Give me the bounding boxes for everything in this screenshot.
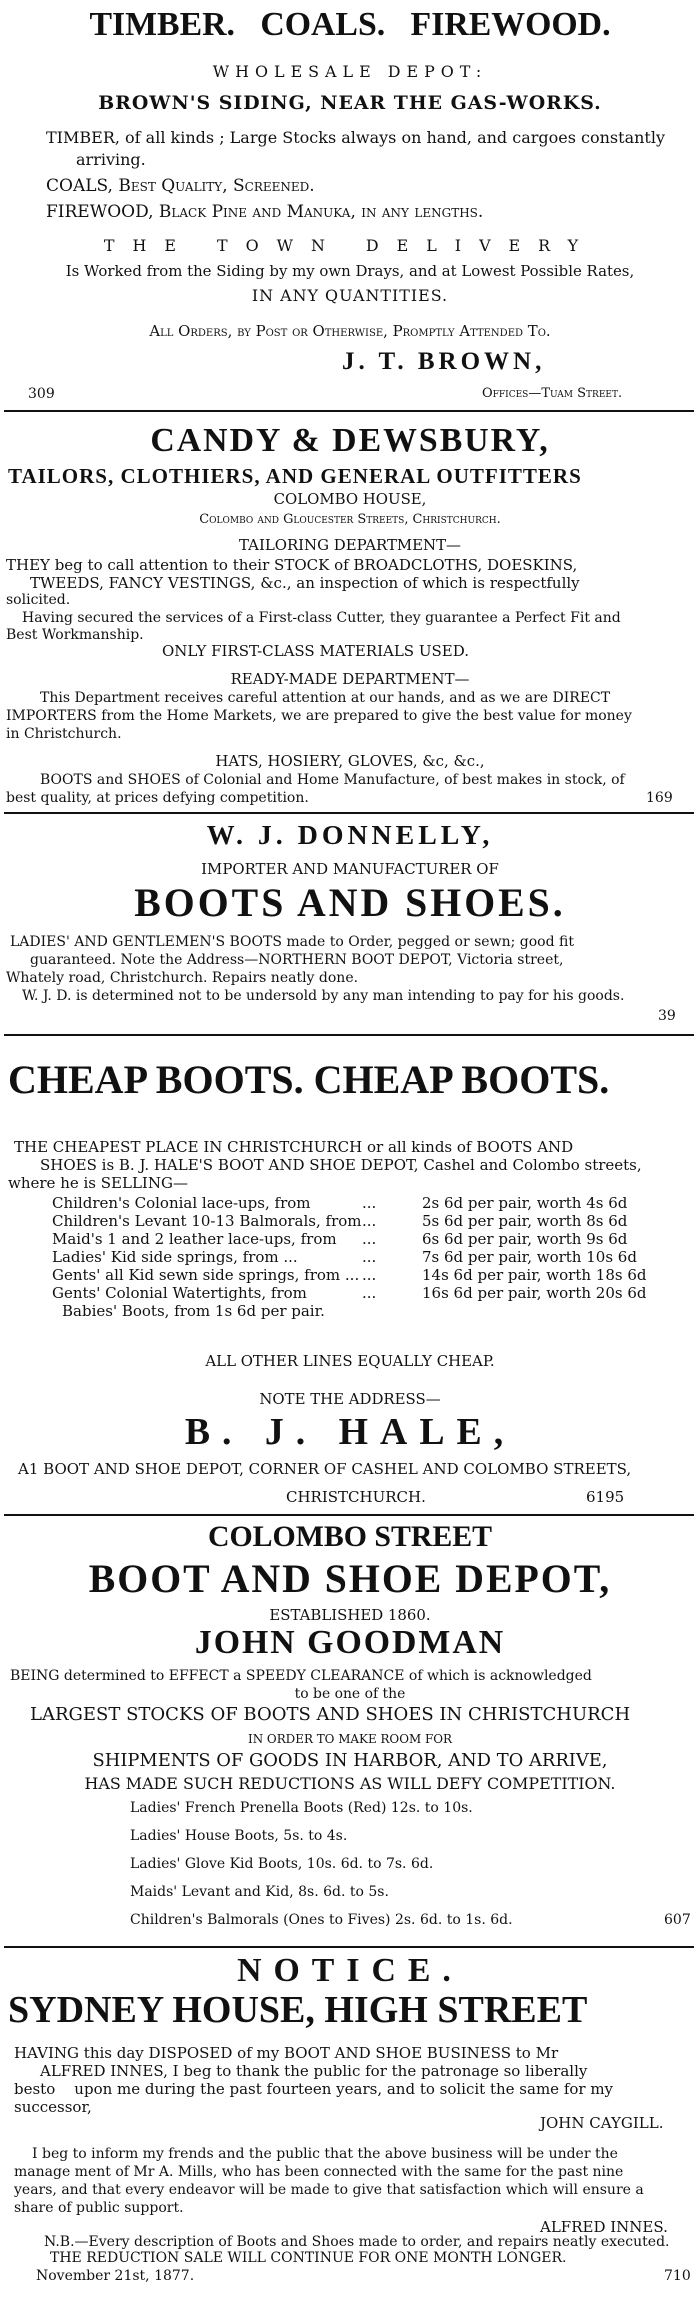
brown-town-delivery: THE TOWN DELIVERY <box>103 236 597 255</box>
brown-worked-line-2: IN ANY QUANTITIES. <box>251 286 449 305</box>
donnelly-name: W. J. DONNELLY, <box>206 820 494 851</box>
candy-boots-line-2: best quality, at prices defying competition. <box>6 790 309 806</box>
item-dots: ... <box>362 1284 377 1302</box>
divider <box>4 1946 694 1948</box>
item-price: 14s 6d per pair, worth 18s 6d <box>422 1266 647 1284</box>
donnelly-body-line-3: Whately road, Christchurch. Repairs neatly done. <box>6 970 359 986</box>
hale-city: CHRISTCHURCH. <box>286 1488 426 1506</box>
hale-intro-line-3: where he is SELLING— <box>8 1174 188 1192</box>
notice-sale: THE REDUCTION SALE WILL CONTINUE FOR ONE MONTH LONGER. <box>50 2250 567 2266</box>
notice-inform-line-3: years, and that every endeavor will be made to give that satisfaction which will ensure a <box>14 2182 644 2198</box>
item-price: 6s 6d per pair, worth 9s 6d <box>422 1230 628 1248</box>
candy-house: COLOMBO HOUSE, <box>273 490 427 508</box>
item-name: Maid's 1 and 2 leather lace-ups, from <box>52 1230 337 1248</box>
notice-body-line-1: HAVING this day DISPOSED of my BOOT AND SHOE BUSINESS to Mr <box>14 2044 559 2062</box>
item-name: Children's Levant 10-13 Balmorals, from <box>52 1212 362 1230</box>
goodman-body-line-2: to be one of the <box>294 1686 406 1702</box>
goodman-headline: BOOT AND SHOE DEPOT, <box>88 1557 612 1601</box>
brown-siding: BROWN'S SIDING, NEAR THE GAS-WORKS. <box>98 92 602 114</box>
candy-readymade-line-1: This Department receives careful attention at our hands, and as we are DIRECT <box>40 690 611 706</box>
goodman-ad-number: 607 <box>664 1912 691 1928</box>
item-dots: ... <box>362 1212 377 1230</box>
item-dots: ... <box>362 1266 377 1284</box>
notice-nb: N.B.—Every description of Boots and Shoes made to order, and repairs neatly executed. <box>44 2234 670 2250</box>
candy-cutter-line-1: Having secured the services of a First-class Cutter, they guarantee a Perfect Fit and <box>22 610 621 626</box>
candy-hats: HATS, HOSIERY, GLOVES, &c, &c., <box>215 752 485 770</box>
candy-title: CANDY & DEWSBURY, <box>150 422 550 459</box>
candy-boots-line-1: BOOTS and SHOES of Colonial and Home Manufacture, of best makes in stock, of <box>40 772 625 788</box>
donnelly-role: IMPORTER AND MANUFACTURER OF <box>201 860 499 878</box>
goodman-item: Ladies' French Prenella Boots (Red) 12s. to 10s. <box>130 1800 473 1816</box>
candy-cutter-line-2: Best Workmanship. <box>6 627 144 643</box>
candy-dewsbury-advertisement <box>0 414 700 812</box>
goodman-shipments: SHIPMENTS OF GOODS IN HARBOR, AND TO ARRIVE, <box>92 1750 608 1771</box>
brown-firewood: FIREWOOD, Black Pine and Manuka, in any lengths. <box>46 202 484 222</box>
notice-date: November 21st, 1877. <box>36 2268 195 2284</box>
hale-cheap: ALL OTHER LINES EQUALLY CHEAP. <box>205 1352 495 1370</box>
brown-advertisement <box>0 0 700 410</box>
candy-tailoring-head: TAILORING DEPARTMENT— <box>239 536 461 554</box>
hale-depot: A1 BOOT AND SHOE DEPOT, CORNER OF CASHEL AND COLOMBO STREETS, <box>18 1460 632 1478</box>
divider <box>4 410 694 412</box>
candy-readymade-line-2: IMPORTERS from the Home Markets, we are prepared to give the best value for money <box>6 708 632 724</box>
donnelly-headline: BOOTS AND SHOES. <box>134 881 566 925</box>
hale-name: B. J. HALE, <box>184 1411 516 1453</box>
item-dots: ... <box>362 1248 377 1266</box>
item-name: Gents' all Kid sewn side springs, from ... <box>52 1266 360 1284</box>
goodman-reductions: HAS MADE SUCH REDUCTIONS AS WILL DEFY COMPETITION. <box>84 1774 616 1793</box>
candy-tailoring-line-3: solicited. <box>6 592 71 608</box>
brown-timber-line-1: TIMBER, of all kinds ; Large Stocks always on hand, and cargoes constantly <box>46 128 665 147</box>
goodman-established: ESTABLISHED 1860. <box>269 1606 431 1624</box>
hale-babies: Babies' Boots, from 1s 6d per pair. <box>62 1302 325 1320</box>
notice-title: NOTICE. <box>237 1952 463 1989</box>
goodman-item: Ladies' Glove Kid Boots, 10s. 6d. to 7s. 6d. <box>130 1856 434 1872</box>
brown-depot: WHOLESALE DEPOT: <box>212 62 488 81</box>
candy-materials: ONLY FIRST-CLASS MATERIALS USED. <box>162 642 469 660</box>
item-name: Ladies' Kid side springs, from ... <box>52 1248 298 1266</box>
brown-coals: COALS, Best Quality, Screened. <box>46 176 315 196</box>
goodman-item: Ladies' House Boots, 5s. to 4s. <box>130 1828 348 1844</box>
hale-headline: CHEAP BOOTS. CHEAP BOOTS. <box>8 1057 610 1102</box>
candy-readymade-line-3: in Christchurch. <box>6 726 122 742</box>
notice-headline: SYDNEY HOUSE, HIGH STREET <box>8 1989 588 2031</box>
brown-ad-number: 309 <box>28 386 55 402</box>
goodman-item: Children's Balmorals (Ones to Fives) 2s. 6d. to 1s. 6d. <box>130 1912 513 1928</box>
notice-inform-line-4: share of public support. <box>14 2200 184 2216</box>
candy-ad-number: 169 <box>646 790 673 806</box>
item-price: 7s 6d per pair, worth 10s 6d <box>422 1248 637 1266</box>
notice-signature-innes: ALFRED INNES. <box>540 2218 668 2236</box>
donnelly-body-line-2: guaranteed. Note the Address—NORTHERN BOOT DEPOT, Victoria street, <box>30 952 564 968</box>
hale-ad-number: 6195 <box>586 1488 625 1506</box>
brown-worked-line-1: Is Worked from the Siding by my own Drays, and at Lowest Possible Rates, <box>65 262 635 280</box>
divider <box>4 1034 694 1036</box>
item-price: 5s 6d per pair, worth 8s 6d <box>422 1212 628 1230</box>
candy-address: Colombo and Gloucester Streets, Christchurch. <box>199 512 501 527</box>
brown-offices: Offices—Tuam Street. <box>482 386 623 401</box>
item-name: Gents' Colonial Watertights, from <box>52 1284 307 1302</box>
notice-body-line-3: besto upon me during the past fourteen years, and to solicit the same for my <box>14 2080 614 2098</box>
hale-advertisement <box>0 1038 700 1514</box>
item-dots: ... <box>362 1230 377 1248</box>
notice-body-line-2: ALFRED INNES, I beg to thank the public for the patronage so liberally <box>40 2062 588 2080</box>
notice-signature-caygill: JOHN CAYGILL. <box>540 2114 664 2132</box>
item-dots: ... <box>362 1194 377 1212</box>
hale-intro-line-2: SHOES is B. J. HALE'S BOOT AND SHOE DEPOT, Cashel and Colombo streets, <box>40 1156 642 1174</box>
item-name: Children's Colonial lace-ups, from <box>52 1194 311 1212</box>
goodman-item: Maids' Levant and Kid, 8s. 6d. to 5s. <box>130 1884 389 1900</box>
divider <box>4 1514 694 1516</box>
goodman-order: IN ORDER TO MAKE ROOM FOR <box>248 1732 452 1746</box>
brown-orders: All Orders, by Post or Otherwise, Promptly Attended To. <box>149 322 551 340</box>
divider <box>4 812 694 814</box>
goodman-name: JOHN GOODMAN <box>194 1624 506 1661</box>
notice-advertisement <box>0 1950 700 2298</box>
notice-body-line-4: successor, <box>14 2098 92 2116</box>
donnelly-body-line-4: W. J. D. is determined not to be undersold by any man intending to pay for his goods. <box>22 988 625 1004</box>
goodman-largest: LARGEST STOCKS OF BOOTS AND SHOES IN CHRISTCHURCH <box>30 1704 631 1725</box>
candy-tailoring-line-1: THEY beg to call attention to their STOCK of BROADCLOTHS, DOESKINS, <box>6 556 578 574</box>
candy-subtitle: TAILORS, CLOTHIERS, AND GENERAL OUTFITTERS <box>8 464 582 488</box>
candy-readymade-head: READY-MADE DEPARTMENT— <box>230 670 470 688</box>
hale-intro-line-1: THE CHEAPEST PLACE IN CHRISTCHURCH or all kinds of BOOTS AND <box>14 1138 574 1156</box>
notice-inform-line-2: manage ment of Mr A. Mills, who has been connected with the same for the past nine <box>14 2164 624 2180</box>
brown-headline: TIMBER. COALS. FIREWOOD. <box>89 6 611 43</box>
item-price: 16s 6d per pair, worth 20s 6d <box>422 1284 647 1302</box>
candy-tailoring-line-2: TWEEDS, FANCY VESTINGS, &c., an inspection of which is respectfully <box>30 574 580 592</box>
goodman-street: COLOMBO STREET <box>207 1520 493 1553</box>
notice-inform-line-1: I beg to inform my frends and the public that the above business will be under the <box>32 2146 618 2162</box>
goodman-body-line-1: BEING determined to EFFECT a SPEEDY CLEARANCE of which is acknowledged <box>10 1668 592 1684</box>
hale-note: NOTE THE ADDRESS— <box>259 1390 441 1408</box>
brown-name: J. T. BROWN, <box>342 348 546 375</box>
donnelly-advertisement <box>0 816 700 1034</box>
goodman-advertisement <box>0 1518 700 1946</box>
item-price: 2s 6d per pair, worth 4s 6d <box>422 1194 628 1212</box>
brown-timber-line-2: arriving. <box>76 150 146 169</box>
donnelly-body-line-1: LADIES' AND GENTLEMEN'S BOOTS made to Order, pegged or sewn; good fit <box>10 934 574 950</box>
donnelly-ad-number: 39 <box>658 1008 676 1024</box>
notice-ad-number: 710 <box>664 2268 691 2284</box>
